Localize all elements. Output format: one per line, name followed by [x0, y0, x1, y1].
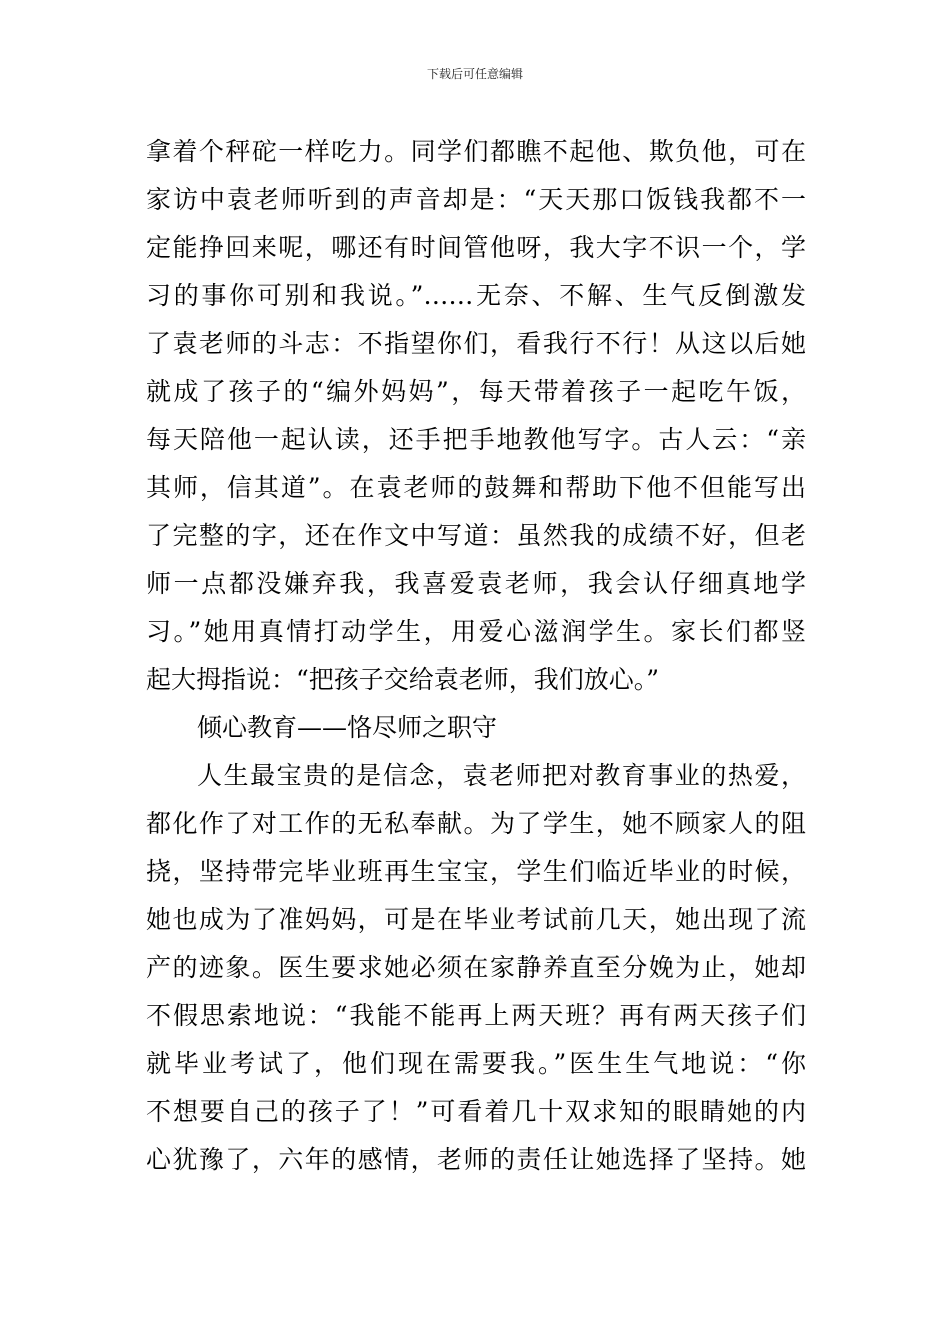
body-text [146, 128, 806, 1184]
text-line: 习的事你可别和我说。”……无奈、不解、生气反倒激发 [146, 281, 806, 310]
text-line: 了袁老师的斗志：不指望你们，看我行不行！从这以后她 [146, 329, 806, 358]
text-line: 人生最宝贵的是信念，袁老师把对教育事业的热爱， [197, 761, 806, 790]
text-line: 就成了孩子的“编外妈妈”，每天带着孩子一起吃午饭， [146, 377, 806, 406]
text-line: 挠，坚持带完毕业班再生宝宝，学生们临近毕业的时候， [146, 857, 806, 886]
text-line: 定能挣回来呢，哪还有时间管他呀，我大字不识一个，学 [146, 233, 806, 262]
page-header: 下载后可任意编辑 [426, 67, 523, 81]
text-line: 其师，信其道”。在袁老师的鼓舞和帮助下他不但能写出 [146, 473, 806, 502]
text-line: 家访中袁老师听到的声音却是：“天天那口饭钱我都不一 [146, 185, 806, 214]
text-line: 就毕业考试了，他们现在需要我。”医生生气地说：“你 [146, 1049, 806, 1078]
text-line: 不假思索地说：“我能不能再上两天班？再有两天孩子们 [146, 1001, 806, 1030]
text-line: 都化作了对工作的无私奉献。为了学生，她不顾家人的阻 [146, 809, 806, 838]
text-line: 习。”她用真情打动学生，用爱心滋润学生。家长们都竖 [146, 617, 806, 646]
text-line: 不想要自己的孩子了！”可看着几十双求知的眼睛她的内 [146, 1097, 806, 1126]
text-line: 拿着个秤砣一样吃力。同学们都瞧不起他、欺负他，可在 [146, 137, 806, 166]
text-line: 起大拇指说：“把孩子交给袁老师，我们放心。” [146, 665, 660, 694]
text-line: 倾心教育——恪尽师之职守 [197, 713, 498, 742]
text-line: 师一点都没嫌弃我，我喜爱袁老师，我会认仔细真地学 [146, 569, 806, 598]
text-line: 每天陪他一起认读，还手把手地教他写字。古人云：“亲 [146, 425, 806, 454]
text-line: 心犹豫了，六年的感情，老师的责任让她选择了坚持。她 [146, 1145, 806, 1174]
text-line: 产的迹象。医生要求她必须在家静养直至分娩为止，她却 [146, 953, 806, 982]
text-line: 她也成为了准妈妈，可是在毕业考试前几天，她出现了流 [146, 905, 806, 934]
text-line: 了完整的字，还在作文中写道：虽然我的成绩不好，但老 [146, 521, 806, 550]
